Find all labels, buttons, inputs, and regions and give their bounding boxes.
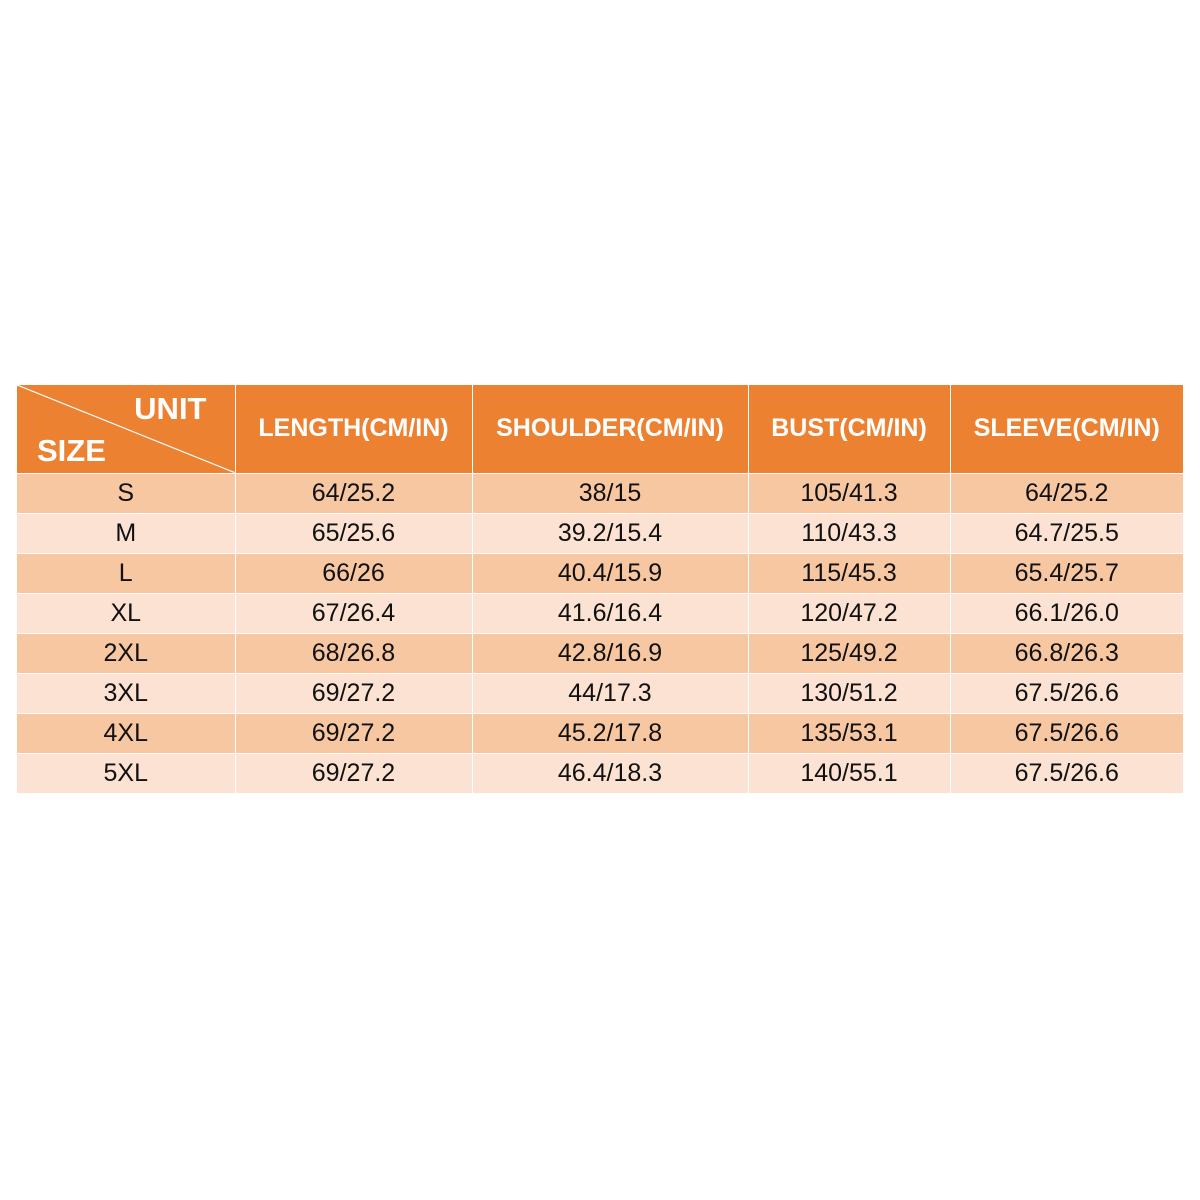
size-cell: S — [17, 473, 235, 513]
column-header-shoulder: SHOULDER(CM/IN) — [472, 385, 748, 473]
sleeve-cell: 64.7/25.5 — [950, 513, 1183, 553]
length-cell: 69/27.2 — [235, 753, 472, 793]
table-row — [17, 633, 1183, 673]
shoulder-cell: 41.6/16.4 — [472, 593, 748, 633]
shoulder-cell: 46.4/18.3 — [472, 753, 748, 793]
bust-cell: 115/45.3 — [748, 553, 950, 593]
size-cell: M — [17, 513, 235, 553]
bust-cell: 135/53.1 — [748, 713, 950, 753]
shoulder-cell: 40.4/15.9 — [472, 553, 748, 593]
sleeve-cell: 66.8/26.3 — [950, 633, 1183, 673]
table-row — [17, 553, 1183, 593]
bust-cell: 125/49.2 — [748, 633, 950, 673]
length-cell: 65/25.6 — [235, 513, 472, 553]
length-cell: 69/27.2 — [235, 713, 472, 753]
column-header-length: LENGTH(CM/IN) — [235, 385, 472, 473]
length-cell: 68/26.8 — [235, 633, 472, 673]
length-cell: 69/27.2 — [235, 673, 472, 713]
table-body — [17, 473, 1183, 793]
size-cell: 2XL — [17, 633, 235, 673]
table-row — [17, 513, 1183, 553]
table-row — [17, 473, 1183, 513]
shoulder-cell: 44/17.3 — [472, 673, 748, 713]
size-table — [17, 385, 1183, 794]
shoulder-cell: 38/15 — [472, 473, 748, 513]
size-label: SIZE — [37, 432, 106, 468]
table-header-row — [17, 385, 1183, 473]
bust-cell: 120/47.2 — [748, 593, 950, 633]
table-row — [17, 753, 1183, 793]
sleeve-cell: 67.5/26.6 — [950, 713, 1183, 753]
table-row — [17, 673, 1183, 713]
shoulder-cell: 39.2/15.4 — [472, 513, 748, 553]
unit-label: UNIT — [134, 391, 207, 426]
sleeve-cell: 65.4/25.7 — [950, 553, 1183, 593]
sleeve-cell: 64/25.2 — [950, 473, 1183, 513]
length-cell: 67/26.4 — [235, 593, 472, 633]
sleeve-cell: 67.5/26.6 — [950, 673, 1183, 713]
column-header-bust: BUST(CM/IN) — [748, 385, 950, 473]
size-cell: 3XL — [17, 673, 235, 713]
column-header-sleeve: SLEEVE(CM/IN) — [950, 385, 1183, 473]
size-cell: 5XL — [17, 753, 235, 793]
size-cell: L — [17, 553, 235, 593]
size-cell: 4XL — [17, 713, 235, 753]
length-cell: 66/26 — [235, 553, 472, 593]
size-cell: XL — [17, 593, 235, 633]
bust-cell: 105/41.3 — [748, 473, 950, 513]
table-row — [17, 713, 1183, 753]
corner-header-cell — [17, 385, 235, 473]
length-cell: 64/25.2 — [235, 473, 472, 513]
sleeve-cell: 66.1/26.0 — [950, 593, 1183, 633]
bust-cell: 110/43.3 — [748, 513, 950, 553]
table-row — [17, 593, 1183, 633]
shoulder-cell: 45.2/17.8 — [472, 713, 748, 753]
sleeve-cell: 67.5/26.6 — [950, 753, 1183, 793]
shoulder-cell: 42.8/16.9 — [472, 633, 748, 673]
size-chart — [17, 385, 1183, 794]
bust-cell: 140/55.1 — [748, 753, 950, 793]
bust-cell: 130/51.2 — [748, 673, 950, 713]
